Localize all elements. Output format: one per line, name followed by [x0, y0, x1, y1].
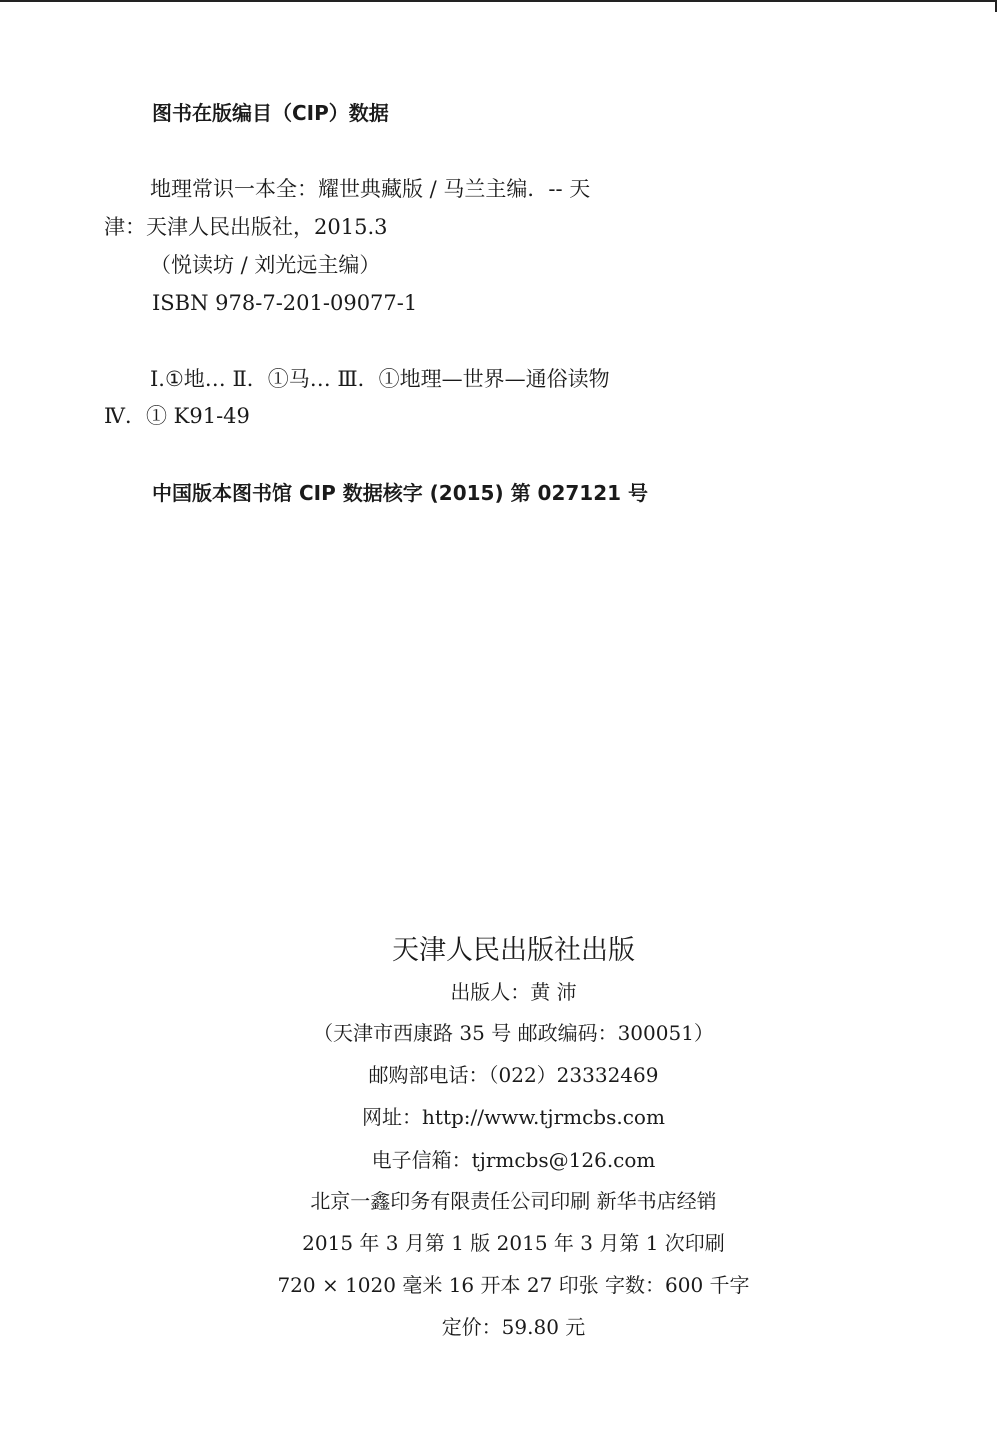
cip-heading: 图书在版编目（CIP）数据	[152, 101, 389, 125]
imprint-specs: 720 × 1020 毫米 16 开本 27 印张 字数：600 千字	[277, 1273, 750, 1297]
classification-line-2: Ⅳ．① K91-49	[104, 404, 250, 428]
imprint-address: （天津市西康路 35 号 邮政编码：300051）	[313, 1021, 714, 1045]
imprint-price: 定价：59.80 元	[441, 1315, 586, 1339]
imprint-edition: 2015 年 3 月第 1 版 2015 年 3 月第 1 次印刷	[302, 1231, 725, 1255]
cip-title-line: 地理常识一本全：耀世典藏版 / 马兰主编．-- 天	[150, 177, 591, 201]
cip-verification-number: 中国版本图书馆 CIP 数据核字 (2015) 第 027121 号	[152, 481, 648, 505]
imprint-publisher: 天津人民出版社出版	[392, 935, 635, 966]
cip-publisher-line: 津：天津人民出版社，2015.3	[104, 215, 388, 239]
imprint-website: 网址：http://www.tjrmcbs.com	[362, 1105, 665, 1129]
top-border-rule	[0, 0, 997, 2]
classification-line-1: Ⅰ.①地… Ⅱ．①马… Ⅲ．①地理—世界—通俗读物	[150, 367, 610, 391]
cip-series-line: （悦读坊 / 刘光远主编）	[150, 253, 381, 277]
imprint-printer: 北京一鑫印务有限责任公司印刷 新华书店经销	[310, 1189, 717, 1213]
cip-isbn-line: ISBN 978-7-201-09077-1	[152, 291, 418, 315]
imprint-email: 电子信箱：tjrmcbs@126.com	[371, 1148, 656, 1172]
imprint-publisher-person: 出版人：黄 沛	[450, 980, 577, 1004]
imprint-phone: 邮购部电话：（022）23332469	[368, 1063, 659, 1087]
